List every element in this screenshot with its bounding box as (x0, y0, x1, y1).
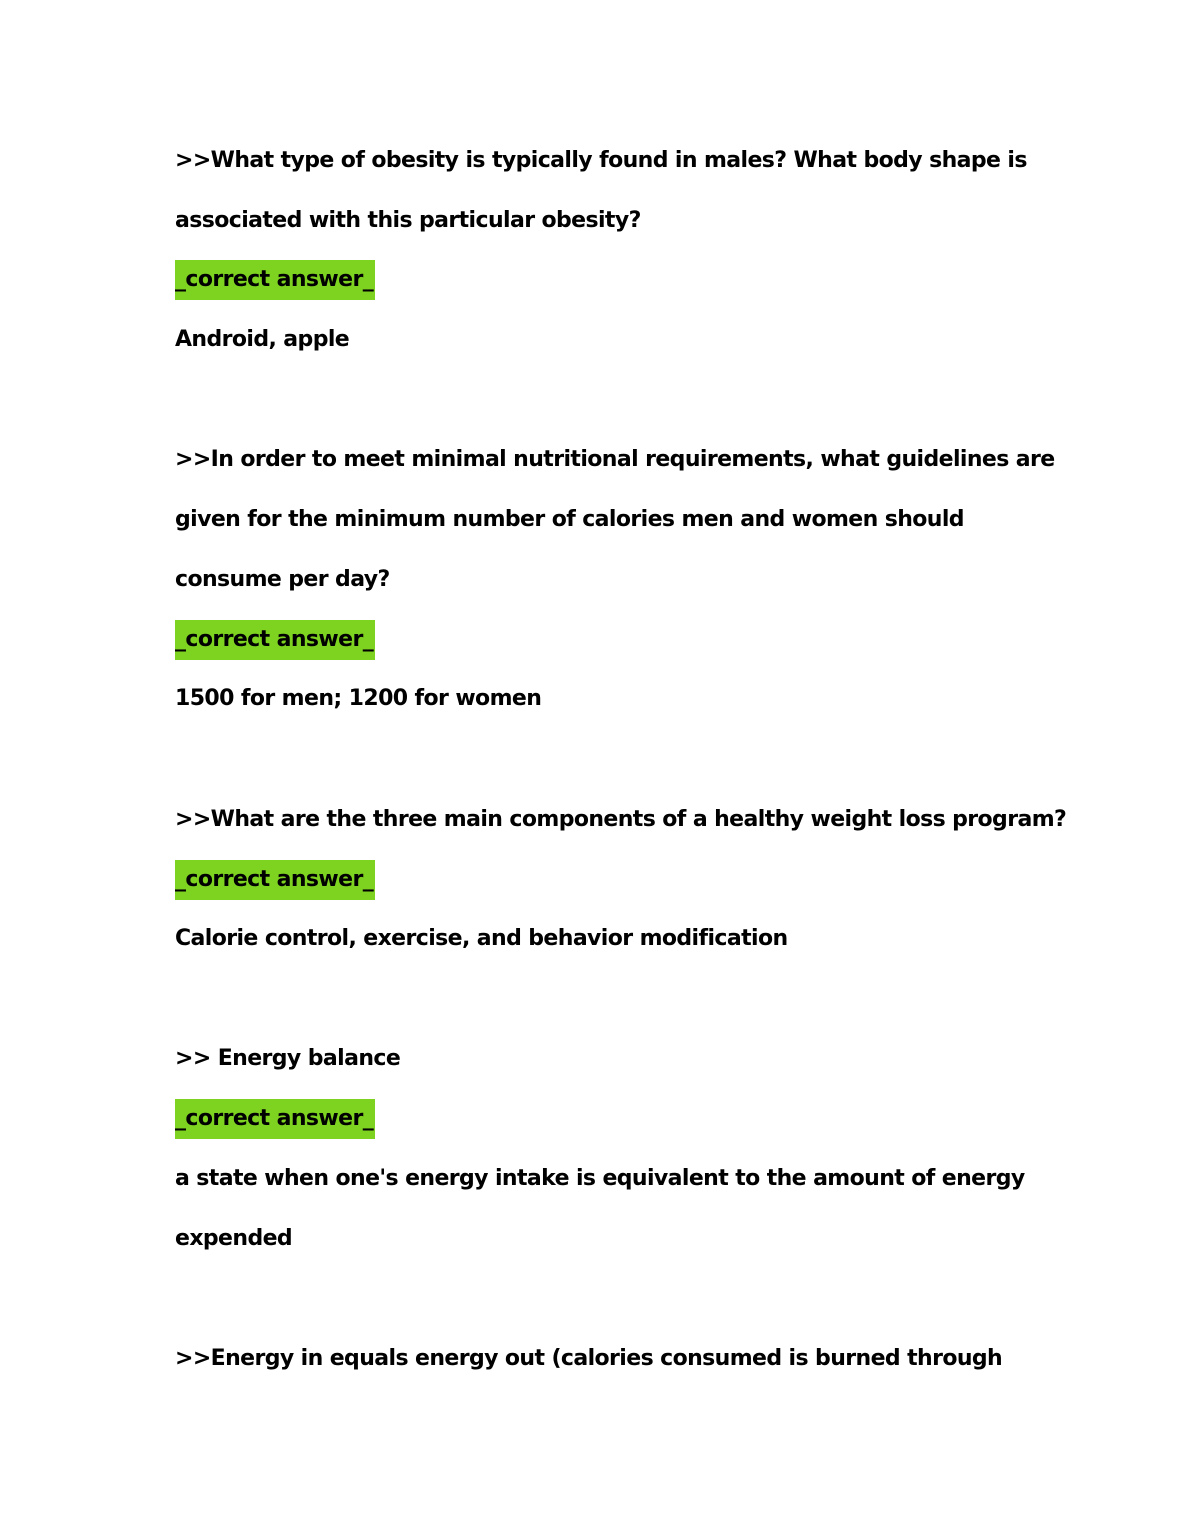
question-1-line-1: >>What type of obesity is typically found in males? What body shape is (175, 148, 1027, 173)
correct-answer-label-2: _correct answer_ (175, 620, 375, 660)
answer-4-line-2: expended (175, 1226, 293, 1251)
question-2-line-1: >>In order to meet minimal nutritional requirements, what guidelines are (175, 447, 1055, 472)
correct-answer-label-4: _correct answer_ (175, 1099, 375, 1139)
correct-answer-label-3: _correct answer_ (175, 860, 375, 900)
question-1-line-2: associated with this particular obesity? (175, 208, 641, 233)
correct-answer-label-1: _correct answer_ (175, 260, 375, 300)
question-3-line-1: >>What are the three main components of a healthy weight loss program? (175, 807, 1067, 832)
question-2-line-2: given for the minimum number of calories men and women should (175, 507, 964, 532)
answer-1-line-1: Android, apple (175, 327, 350, 352)
question-2-line-3: consume per day? (175, 567, 390, 592)
answer-4-line-1: a state when one's energy intake is equivalent to the amount of energy (175, 1166, 1025, 1191)
question-4-line-1: >> Energy balance (175, 1046, 401, 1071)
question-5-line-1: >>Energy in equals energy out (calories consumed is burned through (175, 1346, 1003, 1371)
answer-3-line-1: Calorie control, exercise, and behavior modification (175, 926, 788, 951)
answer-2-line-1: 1500 for men; 1200 for women (175, 686, 542, 711)
